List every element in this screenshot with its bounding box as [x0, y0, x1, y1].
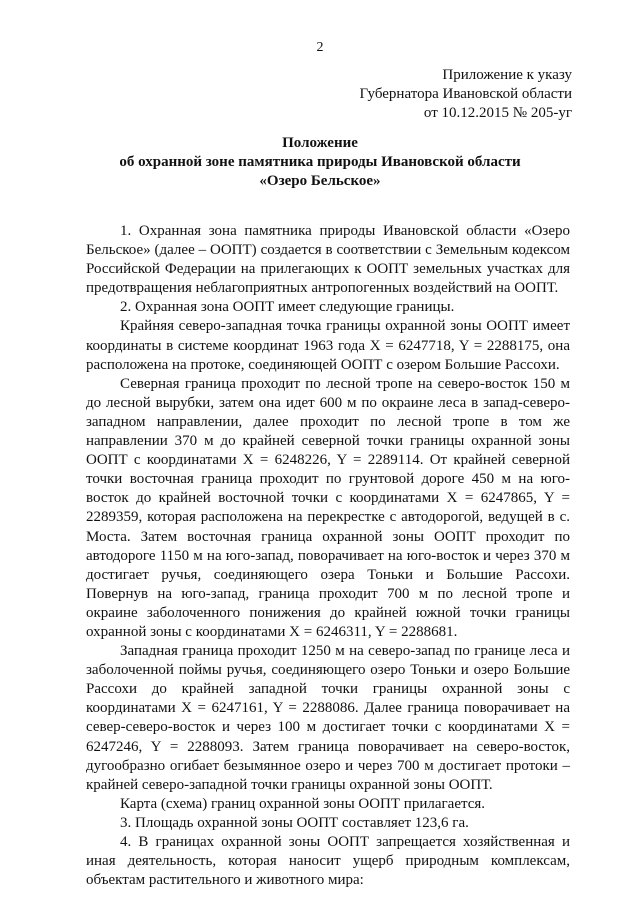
document-body [86, 222, 570, 890]
appendix-line-3: от 10.12.2015 № 205-уг [423, 105, 572, 121]
appendix-header [359, 66, 572, 123]
title-line-2: об охранной зоне памятника природы Ивановской области [119, 154, 521, 170]
paragraph-7: 3. Площадь охранной зоны ООПТ составляет 123,6 га. [120, 814, 469, 831]
title-line-3: «Озеро Бельское» [259, 173, 381, 189]
paragraph-4: Северная граница проходит по лесной тропе на северо-восток 150 м до лесной вырубки, затем она идет 600 м по окраине леса в запад-северо-западном направлении, далее проходит по лесной тропе в том же направлении 370 м до крайней северной точки границы охранной зоны ООПТ с координатами X = 6248226, Y = 2289114. От крайней северной точки восточная граница проходит по грунтовой дороге 450 м на юго-восток до крайней восточной точки с координатами X = 6247865, Y = 2289359, которая расположена на перекрестке с автодорогой, ведущей в с. Моста. Затем восточная граница охранной зоны ООПТ проходит по автодороге 1150 м на юго-запад, поворачивает на юго-восток и через 370 м достигает ручья, соединяющего озера Тоньки и Большие Рассохи. Повернув на юго-запад, граница проходит 700 м по лесной тропе и окраине заболоченного понижения до крайней южной точки границы охранной зоны с координатами X = 6246311, Y = 2288681. [86, 375, 570, 640]
document-title [0, 134, 640, 191]
paragraph-1: 1. Охранная зона памятника природы Ивановской области «Озеро Бельское» (далее – ООПТ) создается в соответствии с Земельным кодексом Российской Федерации на прилегающих к ООПТ земельных участках для предотвращения неблагоприятных антропогенных воздействий на ООПТ. [86, 223, 570, 297]
appendix-line-1: Приложение к указу [442, 67, 572, 83]
page-number: 2 [316, 40, 324, 55]
paragraph-5: Западная граница проходит 1250 м на северо-запад по границе леса и заболоченной поймы ручья, соединяющего озеро Тоньки и озеро Большие Рассохи до крайней западной точки границы охранной зоны с координатами X = 6247161, Y = 2288086. Далее граница поворачивает на север-северо-восток и через 100 м достигает точки с координатами X = 6247246, Y = 2288093. Затем граница поворачивает на северо-восток, дугообразно огибает безымянное озеро и через 700 м достигает протоки – крайней северо-западной точки границы охранной зоны ООПТ. [86, 643, 570, 793]
paragraph-6: Карта (схема) границ охранной зоны ООПТ прилагается. [120, 795, 486, 812]
paragraph-3: Крайняя северо-западная точка границы охранной зоны ООПТ имеет координаты в системе координат 1963 года X = 6247718, Y = 2288175, она расположена на протоке, соединяющей ООПТ с озером Большие Рассохи. [86, 318, 570, 373]
paragraph-8: 4. В границах охранной зоны ООПТ запрещается хозяйственная и иная деятельность, которая наносит ущерб природным комплексам, объектам растительного и животного мира: [86, 834, 570, 889]
title-line-1: Положение [282, 135, 358, 151]
appendix-line-2: Губернатора Ивановской области [359, 86, 572, 102]
paragraph-2: 2. Охранная зона ООПТ имеет следующие границы. [120, 299, 455, 316]
